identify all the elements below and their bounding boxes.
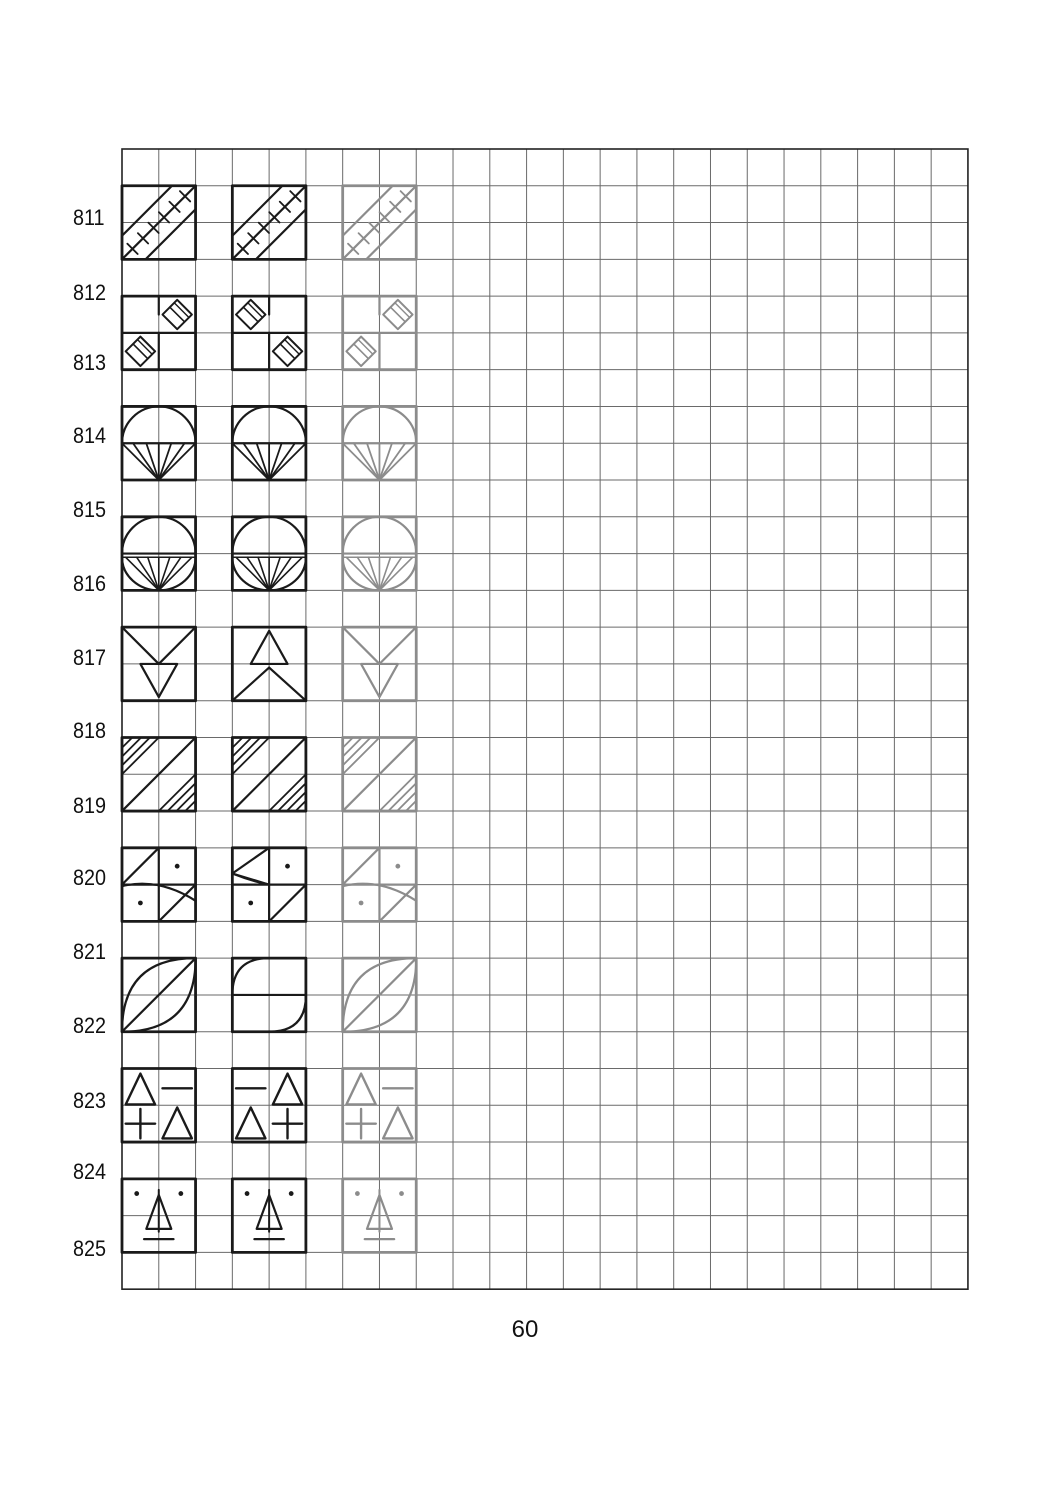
- graph-paper-grid: [122, 149, 968, 1289]
- row-number: 819: [73, 793, 107, 818]
- row-number: 825: [73, 1236, 107, 1261]
- row-number: 818: [73, 718, 107, 743]
- grid-border: [122, 149, 968, 1289]
- triangles-dots-icon: [122, 848, 196, 922]
- page-number: 60: [511, 1316, 539, 1343]
- row-number: 812: [73, 280, 107, 305]
- row-number: 817: [73, 645, 107, 670]
- row-number: 816: [73, 571, 107, 596]
- stepped-diamonds-icon: [232, 296, 306, 370]
- row-number: 814: [73, 423, 107, 448]
- triangles-dots-icon: [232, 848, 306, 922]
- row-number: 824: [73, 1159, 107, 1184]
- row-number: 821: [73, 939, 107, 964]
- triangles-dots-icon: [343, 848, 417, 922]
- row-number: 820: [73, 865, 107, 890]
- row-number: 822: [73, 1013, 107, 1038]
- row-number: 815: [73, 497, 107, 522]
- row-number: 813: [73, 350, 107, 375]
- stepped-diamonds-icon: [122, 296, 196, 370]
- stepped-diamonds-icon: [343, 296, 417, 370]
- row-number: 823: [73, 1088, 107, 1113]
- row-number: 811: [73, 205, 105, 230]
